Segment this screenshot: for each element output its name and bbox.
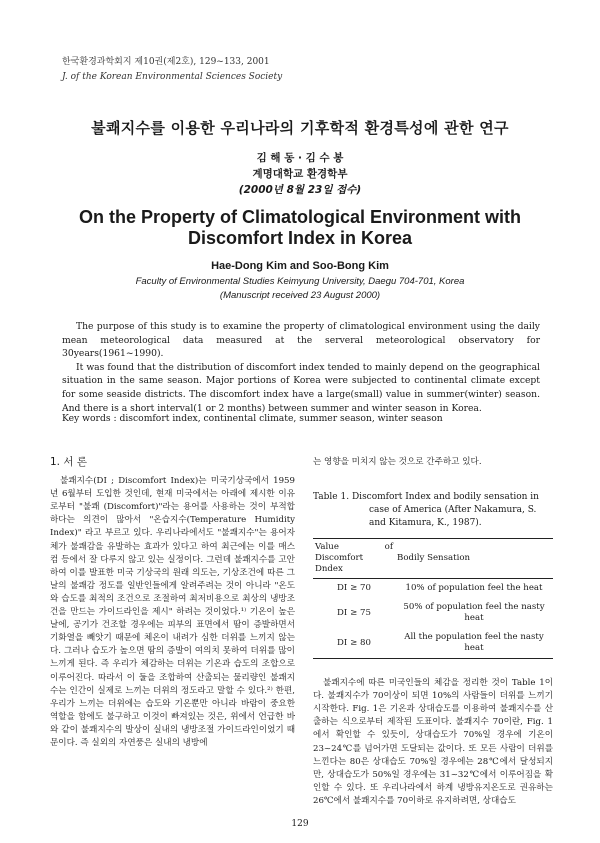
journal-line-en: J. of the Korean Environmental Sciences Society: [62, 72, 283, 82]
introduction-paragraph: 불쾌지수(DI ; Discomfort Index)는 미국기상국에서 1959년 6월부터 도입한 것인데, 현재 미국에서는 아래에 제시한 이유로부터 "불쾌 (Discomfort)"라는 용어를 사용하는 것이 부적합하다는 의견이 많아서 "온습지수(Temperature Humidity Index)" 라고 부르고 있다. 우리나라에서도 "불쾌지수"는 용어자체가 불쾌감을 유발하는 효과가 있다고 하여 최근에는 이를 매스컴 등에서 잘 다루지 않고 있는 실정이다. 그런데 불쾌지수를 고안하여 이를 발표한 미국 기상국의 원래 의도는, 기상조건에 따른 그날의 불쾌감 정도를 일반인들에게 알려주려는 것이 아니라 "온도와 습도를 최적의 조건으로 조절하여 최저비용으로 최상의 냉방조건을 만드는 가이드라인을 제시" 하려는 것이었다.¹⁾ 기온이 높은 날에, 공기가 건조할 경우에는 피부의 표면에서 땀이 증발하면서 기화열을 빼앗기 때문에 체온이 내려가 심한 더위를 느끼지 않는다. 그러나 습도가 높으면 땀의 증발이 여의치 못하여 더위를 많이 느끼게 된다. 즉 우리가 체감하는 더위는 기온과 습도의 조합으로 이루어진다. 따라서 이 둘을 조합하여 산출되는 물리량인 불쾌지수는 인간이 실제로 느끼는 더위의 정도라고 말할 수 있다.²⁾ 한편, 우리가 느끼는 더위에는 습도와 기온뿐만 아니라 바람이 중요한 역할을 함에도 불구하고 이것이 빠져있는 것은, 위에서 언급한 바와 같이 불쾌지수의 발상이 실내의 냉방조절 가이드라인이었기 때문이다. 즉 실외의 자연풍은 실내의 냉방에: [50, 476, 295, 748]
continued-paragraph: 는 영향을 미치지 않는 것으로 간주하고 있다.: [313, 457, 482, 467]
abstract: [62, 320, 540, 415]
paper-title-english: On the Property of Climatological Environment with Discomfort Index in Korea: [78, 207, 522, 248]
table-row: [313, 598, 553, 628]
affiliation-en: Faculty of Environmental Studies Keimyung University, Daegu 704-701, Korea: [135, 276, 465, 287]
authors-english: [0, 258, 600, 303]
table-cell-di: DI ≥ 80: [313, 628, 395, 659]
table-header-value: Value of Discomfort Dndex: [313, 539, 395, 579]
author-names-en: Hae-Dong Kim and Soo-Bong Kim: [211, 260, 389, 272]
authors-korean: [0, 150, 600, 198]
table-cell-sensation: 50% of population feel the nasty heat: [403, 602, 545, 624]
abstract-paragraph: It was found that the distribution of discomfort index tended to mainly depend on the geographical situation in the same season. Major portions of Korea were subjected to continental climate except for some seaside districts. The discomfort index have a large(small) value in summer(winter) season. And there is a short interval(1 or 2 months) between summer and winter season in Korea.: [62, 361, 540, 414]
discomfort-index-table: [313, 538, 553, 659]
affiliation-ko: 계명대학교 환경학부: [252, 168, 348, 180]
journal-line-ko: 한국환경과학회지 제10권(제2호), 129~133, 2001: [62, 57, 270, 67]
table-caption-text: Discomfort Index and bodily sensation in case of America (After Nakamura, S. and Kitamura, K., 1987).: [351, 492, 539, 529]
table-caption-label: Table 1.: [313, 492, 350, 503]
table-cell-di: DI ≥ 75: [337, 607, 371, 618]
table-row: [313, 579, 553, 599]
right-column-paragraph: 불쾌지수에 따른 미국인들의 체감을 정리한 것이 Table 1이다. 불쾌지수가 70이상이 되면 10%의 사람들이 더위를 느끼기 시작한다. Fig. 1은 기온과 상대습도를 이용하여 불쾌지수를 산출하는 식으로부터 제작된 도표이다. 불쾌지수 70이란, Fig. 1에서 확인할 수 있듯이, 상대습도가 70%일 경우에 기온이 23~24℃를 넘어가면 도달되는 값이다. 또 모든 사람이 더위를 느낀다는 80은 상대습도 70%일 경우에는 28℃에서 달성되지만, 상대습도가 50%일 경우에는 31~32℃에서 이루어짐을 확인할 수 있다. 또 우리나라에서 하계 냉방유지온도로 권유하는 26℃에서 불쾌지수를 70이하로 유지하려면, 상대습도: [313, 678, 553, 806]
right-column: [313, 456, 553, 808]
received-date-ko: (2000년 8월 23일 접수): [238, 184, 362, 196]
paper-title-korean: 불쾌지수를 이용한 우리나라의 기후학적 환경특성에 관한 연구: [91, 119, 509, 137]
table-cell-sensation: All the population feel the nasty heat: [395, 628, 553, 659]
table-header-sensation: Bodily Sensation: [395, 539, 553, 579]
table-cell-sensation: 10% of population feel the heat: [405, 583, 543, 594]
received-date-en: (Manuscript received 23 August 2000): [219, 290, 381, 301]
section-heading-introduction: 1. 서 론: [50, 456, 87, 468]
table-cell-di: DI ≥ 70: [337, 583, 371, 594]
keywords: Key words : discomfort index, continental climate, summer season, winter season: [62, 413, 443, 424]
table-header-row: [313, 539, 553, 579]
abstract-paragraph: The purpose of this study is to examine the property of climatological environment using the daily mean meteorological data measured at the serveral meteorological observatory for 30years(1961~1990).: [62, 321, 540, 360]
table-row: [313, 628, 553, 659]
author-names-ko: 김 해 동 · 김 수 봉: [256, 152, 344, 164]
table-caption: [313, 491, 553, 530]
journal-header: [62, 55, 282, 85]
page-number: 129: [291, 819, 309, 829]
left-column: [50, 456, 295, 750]
